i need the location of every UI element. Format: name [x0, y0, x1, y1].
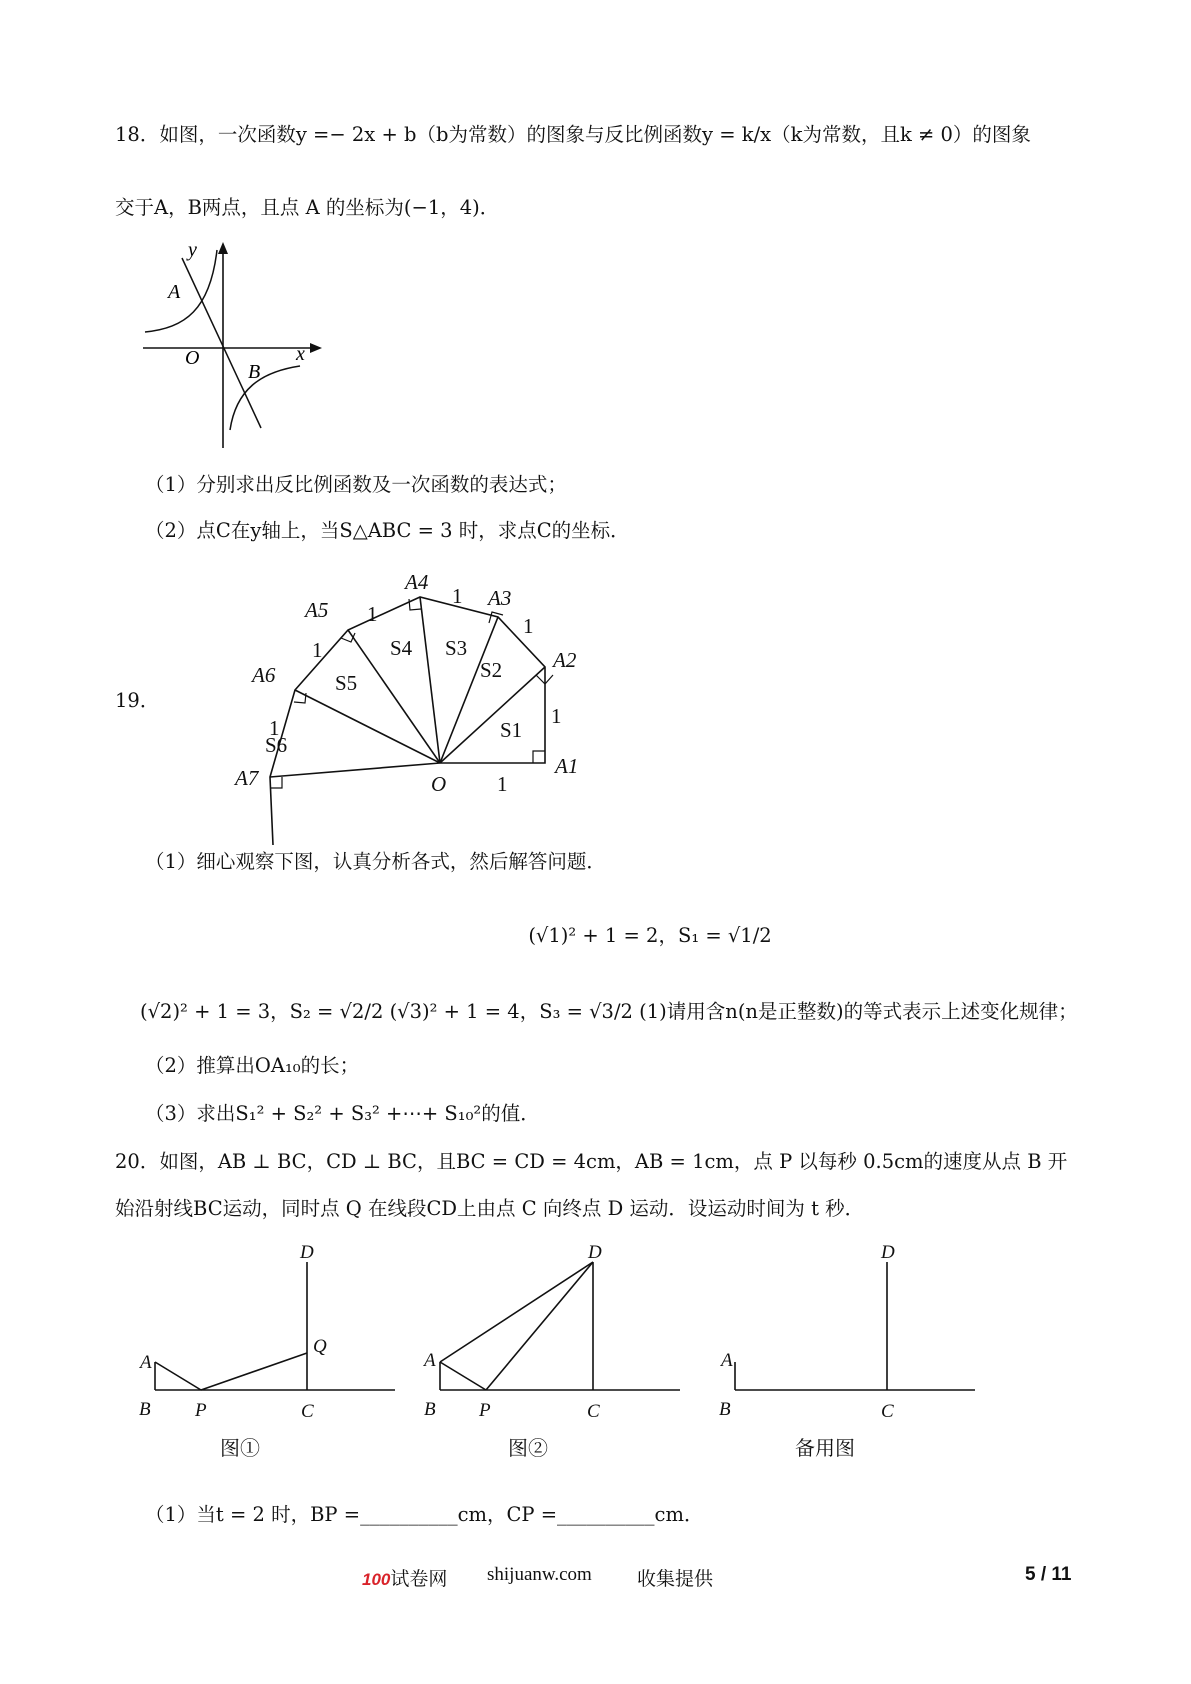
side-label-2: 1	[551, 704, 562, 728]
fig3-caption: 备用图	[795, 1438, 855, 1460]
q19-formula2: (√2)² + 1 = 3，S₂ = √2/2 (√3)² + 1 = 4，S₃ = √3/2 (1)请用含n(n是正整数)的等式表示上述变化规律；	[140, 1000, 1078, 1023]
fig2-caption: 图②	[508, 1438, 548, 1460]
q19-number: 19．	[115, 689, 160, 712]
label-x: x	[296, 343, 305, 365]
label-a3: A3	[488, 586, 512, 610]
q20-part1: （1）当t = 2 时，BP =__________cm，CP =__________cm．	[145, 1503, 704, 1526]
fig1-label-b: B	[139, 1399, 151, 1420]
label-o: O	[431, 772, 447, 796]
fig1-label-p: P	[195, 1400, 207, 1421]
fig2-label-b: B	[424, 1399, 436, 1420]
label-y: y	[188, 240, 197, 261]
label-a7: A7	[235, 766, 259, 790]
fig1-label-a: A	[140, 1352, 152, 1373]
label-a2: A2	[553, 648, 577, 672]
q20-figure-spare	[715, 1240, 985, 1470]
fig1-label-c: C	[301, 1401, 314, 1422]
label-a1: A1	[555, 754, 579, 778]
footer-brand	[362, 1564, 447, 1591]
footer-url: shijuanw.com	[487, 1564, 592, 1585]
q18-line2: 交于A，B两点，且点 A 的坐标为(−1，4)．	[115, 196, 500, 219]
area-s6: S6	[265, 733, 288, 757]
fig2-label-d: D	[588, 1242, 602, 1263]
area-s2: S2	[480, 658, 503, 682]
side-label-6: 1	[312, 638, 323, 662]
q20-figure-2	[420, 1240, 690, 1470]
area-s5: S5	[335, 671, 358, 695]
label-o: O	[185, 347, 200, 369]
side-label-7: 1	[269, 716, 280, 740]
fig2-label-p: P	[479, 1400, 491, 1421]
page-number: 5 / 11	[1025, 1564, 1072, 1585]
fig3-label-d: D	[881, 1242, 895, 1263]
q18-line1: 18．如图，一次函数y =− 2x + b（b为常数）的图象与反比例函数y = k/x（k为常数，且k ≠ 0）的图象	[115, 123, 1031, 146]
label-a6: A6	[252, 663, 276, 687]
q19-part1: （1）细心观察下图，认真分析各式，然后解答问题．	[145, 850, 606, 873]
side-label-3: 1	[523, 614, 534, 638]
label-a: A	[168, 281, 181, 303]
q19-part3: （3）求出S₁² + S₂² + S₃² +⋯+ S₁₀²的值．	[145, 1102, 540, 1125]
fig3-label-b: B	[719, 1399, 731, 1420]
q19-formula1: (√1)² + 1 = 2，S₁ = √1/2	[528, 924, 772, 947]
area-s1: S1	[500, 718, 523, 742]
side-label-5: 1	[367, 602, 378, 626]
q19-part2: （2）推算出OA₁₀的长；	[145, 1054, 360, 1077]
fig3-label-a: A	[721, 1350, 733, 1371]
q18-graph	[140, 240, 340, 450]
q18-part2: （2）点C在y轴上，当S△ABC = 3 时，求点C的坐标．	[145, 519, 630, 542]
fig3-label-c: C	[881, 1401, 894, 1422]
fig2-label-a: A	[424, 1350, 436, 1371]
label-a4: A4	[405, 570, 429, 594]
side-label-4: 1	[452, 584, 463, 608]
site-name: 试卷网	[390, 1568, 448, 1590]
q20-line1: 20．如图，AB ⊥ BC，CD ⊥ BC，且BC = CD = 4cm，AB = 1cm，点 P 以每秒 0.5cm的速度从点 B 开	[115, 1150, 1068, 1173]
q19-spiral-figure	[155, 555, 595, 845]
label-b: B	[248, 361, 261, 383]
fig2-label-c: C	[587, 1401, 600, 1422]
footer-note: 收集提供	[637, 1568, 714, 1590]
area-s4: S4	[390, 636, 413, 660]
fig1-caption: 图①	[220, 1438, 260, 1460]
logo-100: 100	[362, 1570, 391, 1589]
q18-part1: （1）分别求出反比例函数及一次函数的表达式；	[145, 473, 567, 496]
fig1-label-d: D	[300, 1242, 314, 1263]
label-a5: A5	[305, 598, 329, 622]
fig1-label-q: Q	[313, 1336, 327, 1357]
q20-figure-1	[135, 1240, 405, 1470]
side-label-1: 1	[497, 772, 508, 796]
q20-line2: 始沿射线BC运动，同时点 Q 在线段CD上由点 C 向终点 D 运动．设运动时间为 t 秒．	[115, 1197, 865, 1220]
area-s3: S3	[445, 636, 468, 660]
